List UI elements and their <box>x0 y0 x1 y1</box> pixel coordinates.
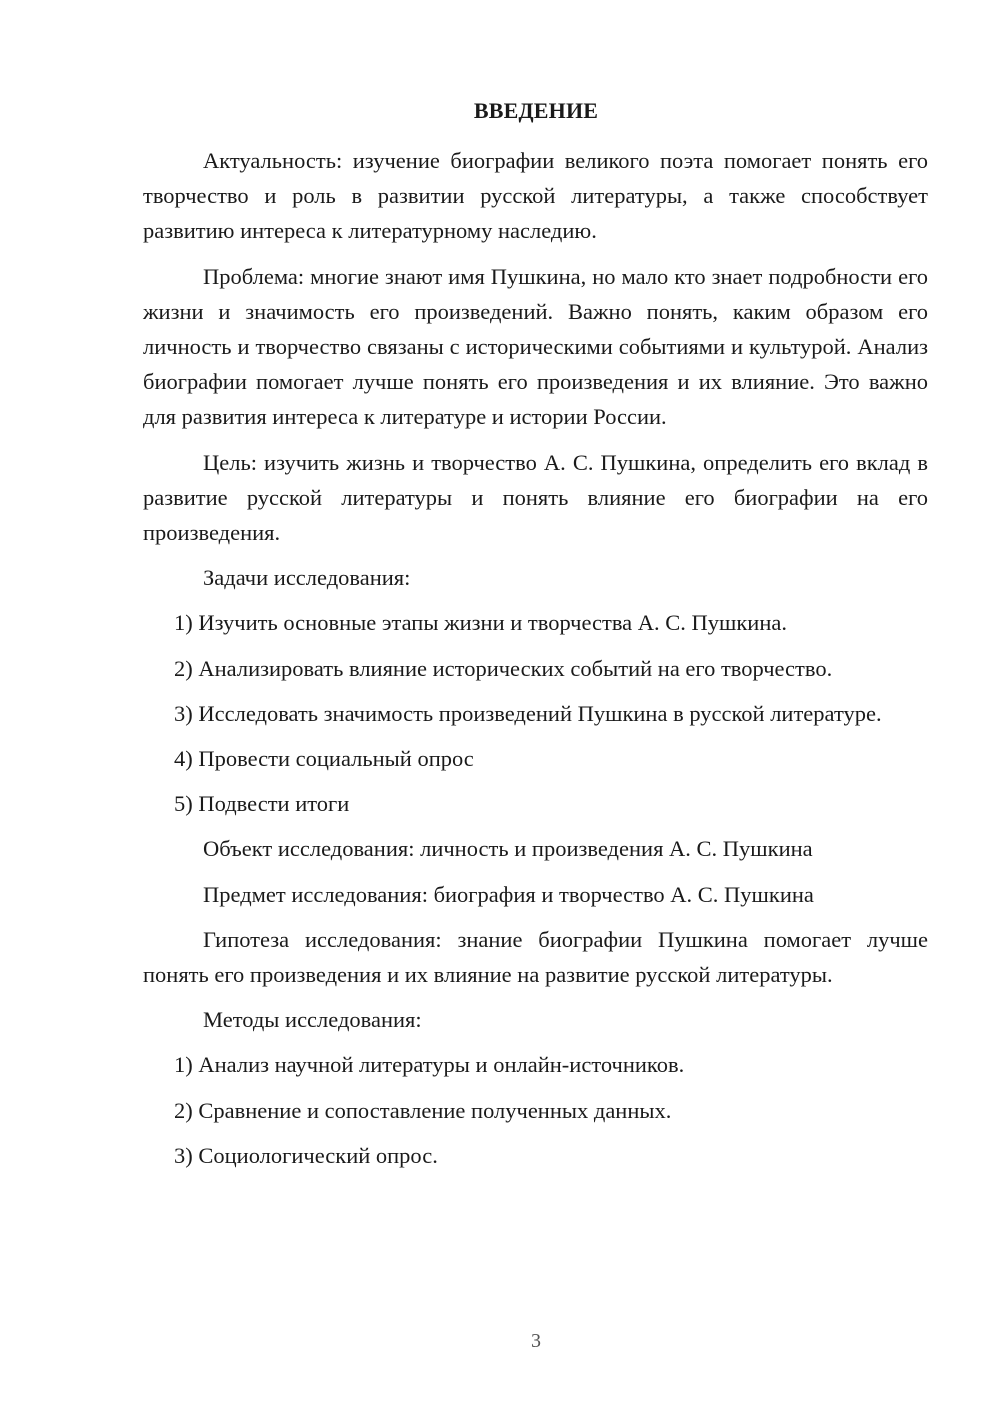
tasks-heading: Задачи исследования: <box>203 565 411 591</box>
task-item-2: 2) Анализировать влияние исторических событий на его творчество. <box>174 655 833 681</box>
page-number: 3 <box>531 1330 541 1352</box>
research-hypothesis: Гипотеза исследования: знание биографии Пушкина помогает лучше понять его произведения и их влияние на развитие русской литературы. <box>143 926 928 988</box>
problem-paragraph: Проблема: многие знают имя Пушкина, но мало кто знает подробности его жизни и значимость его произведений. Важно понять, каким образом его личность и творчество связаны с историческими событиями и культурой. Анализ биографии помогает лучше понять его произведения и их влияние. Это важно для развития интереса к литературе и истории России. <box>143 263 928 430</box>
research-subject: Предмет исследования: биография и творчество А. С. Пушкина <box>203 881 814 907</box>
document-body <box>143 143 928 1183</box>
task-item-1: 1) Изучить основные этапы жизни и творчества А. С. Пушкина. <box>174 610 787 636</box>
research-object: Объект исследования: личность и произведения А. С. Пушкина <box>203 836 813 862</box>
relevance-paragraph: Актуальность: изучение биографии великого поэта помогает понять его творчество и роль в развитии русской литературы, а также способствует развитию интереса к литературному наследию. <box>143 148 928 244</box>
method-item-2: 2) Сравнение и сопоставление полученных данных. <box>174 1097 672 1123</box>
page-title: ВВЕДЕНИЕ <box>473 98 599 123</box>
task-item-5: 5) Подвести итоги <box>174 791 350 817</box>
method-item-1: 1) Анализ научной литературы и онлайн-источников. <box>174 1052 685 1078</box>
methods-heading: Методы исследования: <box>203 1007 422 1033</box>
task-item-4: 4) Провести социальный опрос <box>174 746 474 772</box>
goal-paragraph: Цель: изучить жизнь и творчество А. С. Пушкина, определить его вклад в развитие русской литературы и понять влияние его биографии на его произведения. <box>143 449 928 546</box>
task-item-3: 3) Исследовать значимость произведений Пушкина в русской литературе. <box>174 700 882 726</box>
method-item-3: 3) Социологический опрос. <box>174 1142 438 1168</box>
